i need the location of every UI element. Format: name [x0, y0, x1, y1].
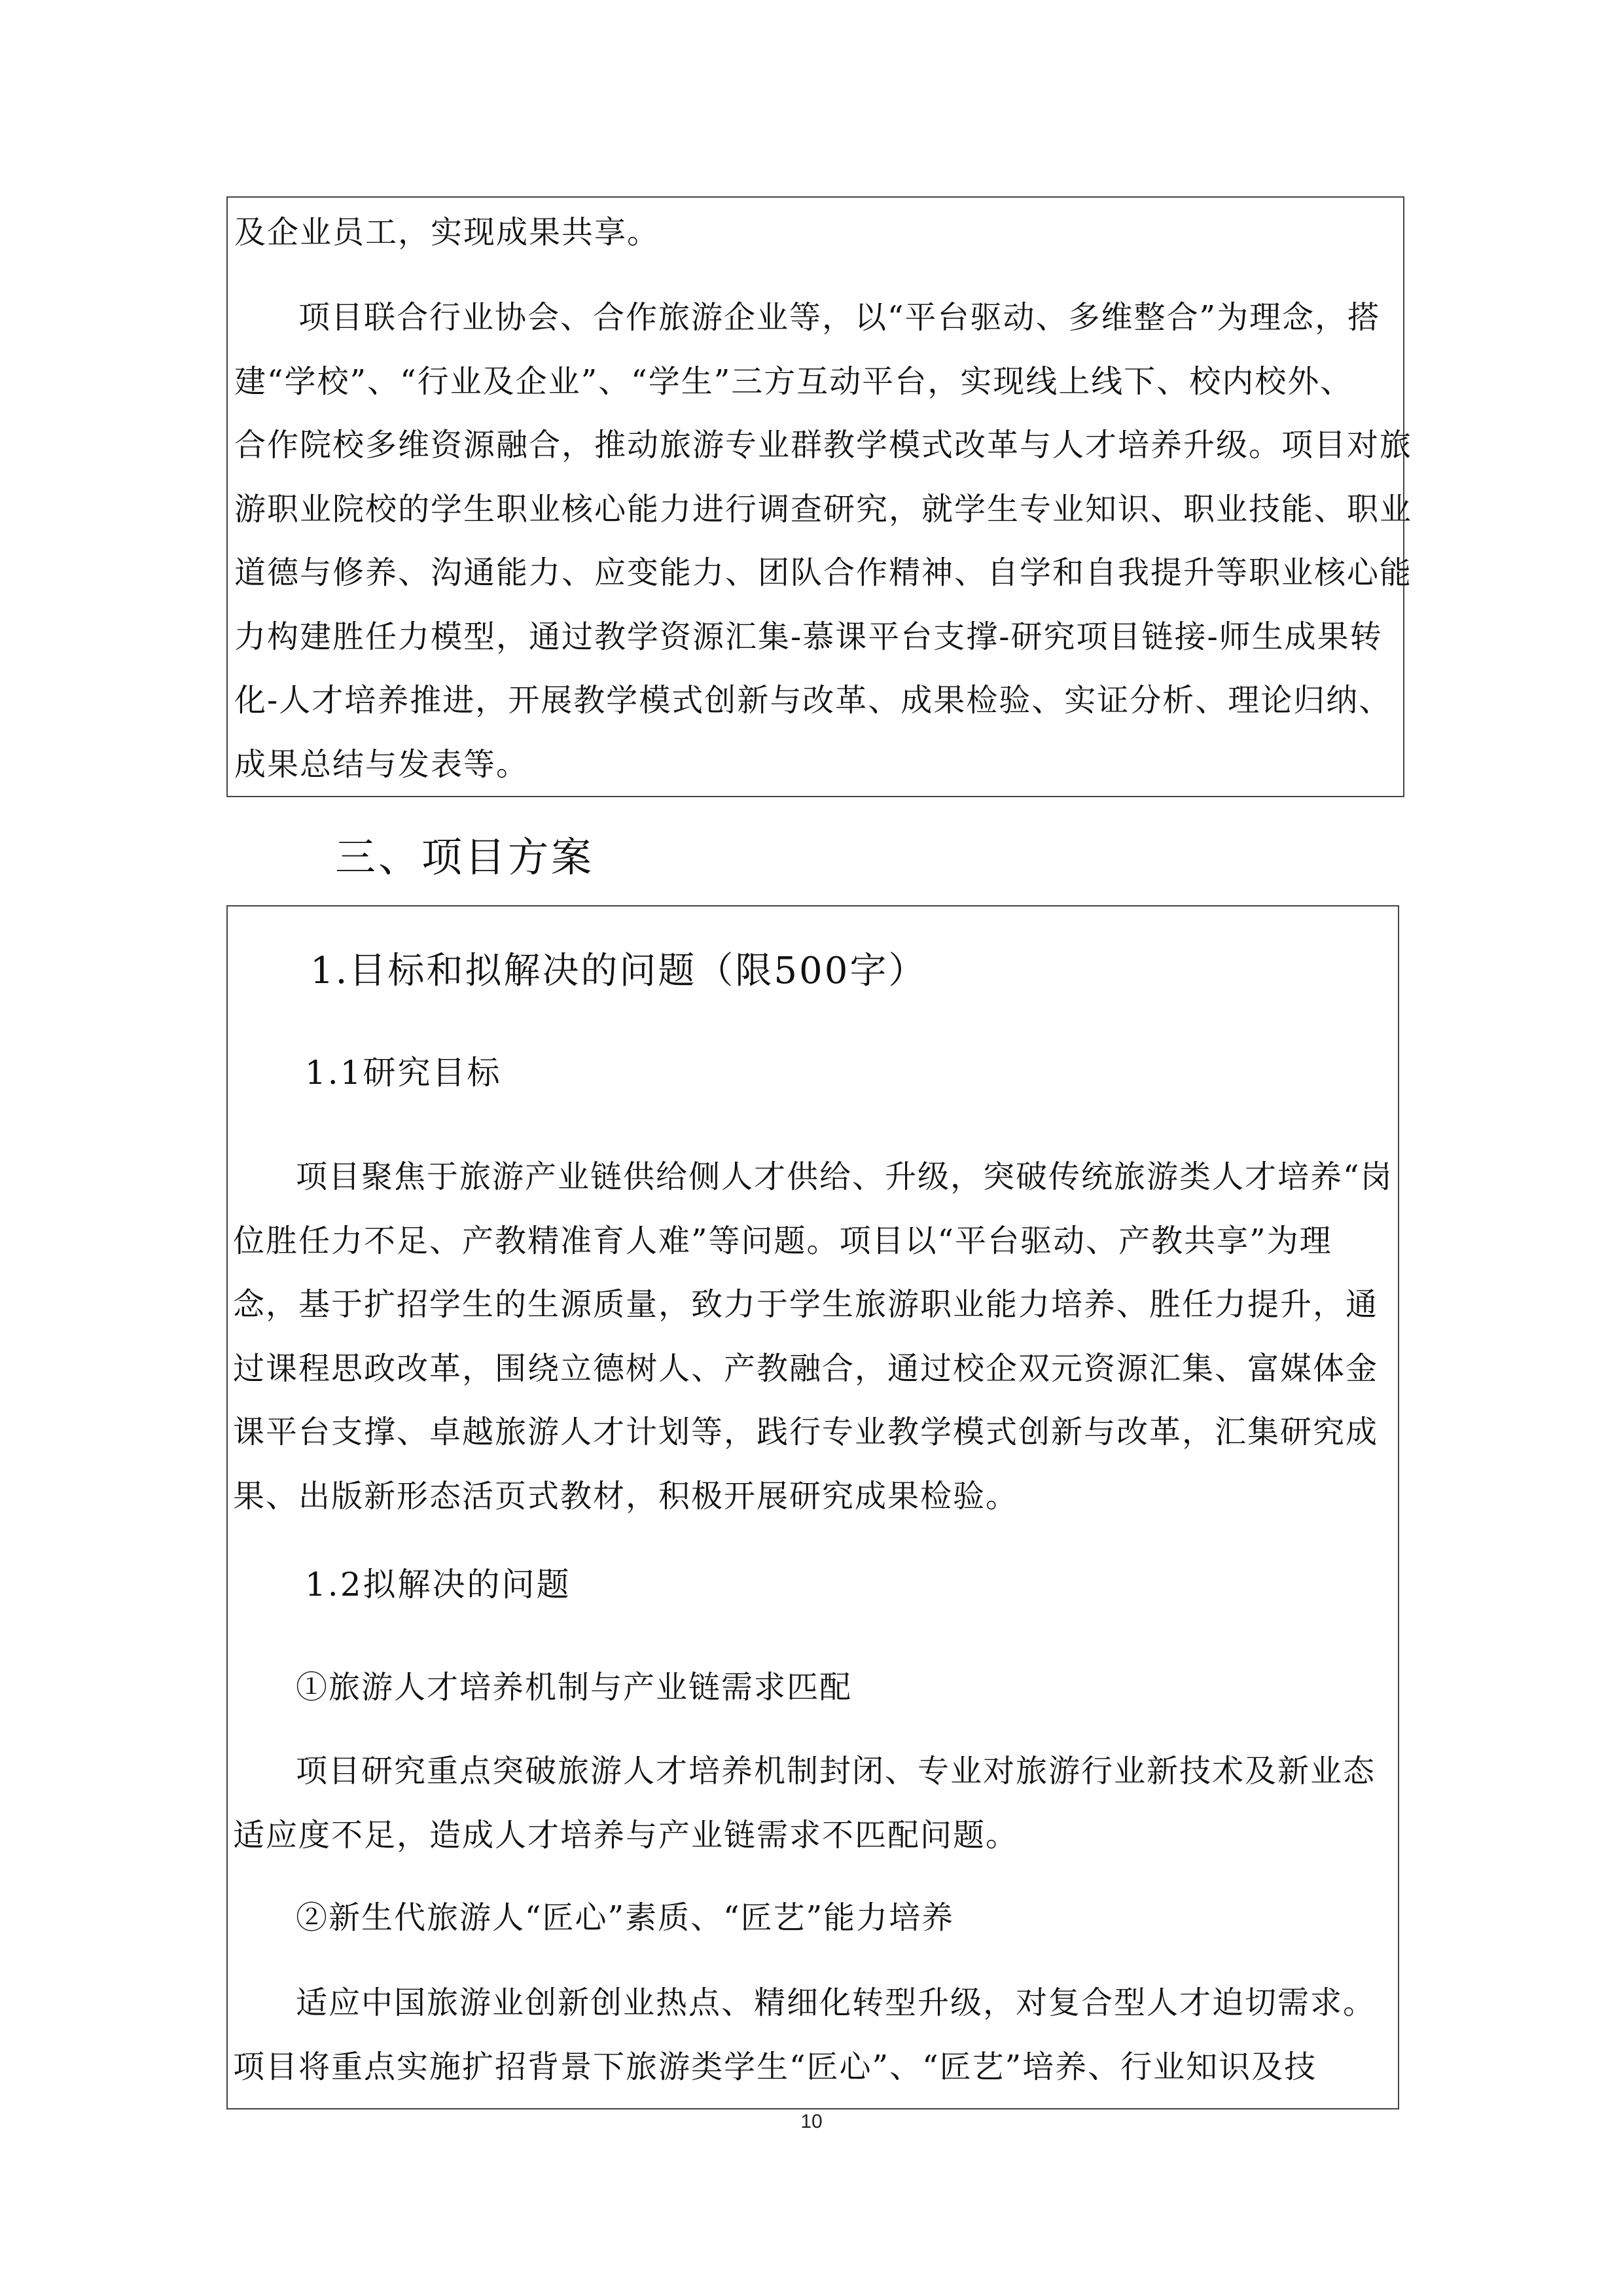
paragraph-line: 成果总结与发表等。 [234, 746, 529, 783]
page-number: 10 [800, 2111, 823, 2132]
paragraph-line: 项目联合行业协会、合作旅游企业等，以“平台驱动、多维整合”为理念，搭 [298, 299, 1381, 336]
paragraph-line: 合作院校多维资源融合，推动旅游专业群教学模式改革与人才培养升级。项目对旅 [234, 427, 1413, 463]
section-title: 三、项目方案 [335, 833, 595, 881]
paragraph-line: 力构建胜任力模型，通过教学资源汇集-慕课平台支撑-研究项目链接-师生成果转 [234, 619, 1383, 655]
paragraph-line: 游职业院校的学生职业核心能力进行调查研究，就学生专业知识、职业技能、职业 [234, 491, 1413, 528]
paragraph-line: 化-人才培养推进，开展教学模式创新与改革、成果检验、实证分析、理论归纳、 [234, 682, 1392, 719]
subheading-problems: 1.2拟解决的问题 [305, 1566, 571, 1604]
subheading-research-goal: 1.1研究目标 [305, 1054, 502, 1092]
paragraph-line: 适应中国旅游业创新创业热点、精细化转型升级，对复合型人才迫切需求。 [296, 1984, 1376, 2021]
paragraph-line: 项目聚焦于旅游产业链供给侧人才供给、升级，突破传统旅游类人才培养“岗 [296, 1158, 1393, 1195]
paragraph-line: 课平台支撑、卓越旅游人才计划等，践行专业教学模式创新与改革，汇集研究成 [233, 1414, 1379, 1450]
paragraph-line: 念，基于扩招学生的生源质量，致力于学生旅游职业能力培养、胜任力提升，通 [233, 1286, 1379, 1323]
problem-item-title: ①旅游人才培养机制与产业链需求匹配 [296, 1669, 853, 1706]
paragraph-line: 位胜任力不足、产教精准育人难”等问题。项目以“平台驱动、产教共享”为理 [233, 1223, 1332, 1259]
paragraph-line: 项目将重点实施扩招背景下旅游类学生“匠心”、“匠艺”培养、行业知识及技 [233, 2049, 1317, 2085]
paragraph-line: 适应度不足，造成人才培养与产业链需求不匹配问题。 [233, 1817, 1019, 1854]
heading-goals-problems: 1.目标和拟解决的问题（限500字） [310, 950, 927, 992]
paragraph-line: 道德与修养、沟通能力、应变能力、团队合作精神、自学和自我提升等职业核心能 [234, 554, 1413, 591]
paragraph-line: 果、出版新形态活页式教材，积极开展研究成果检验。 [233, 1478, 1019, 1515]
paragraph-line: 项目研究重点突破旅游人才培养机制封闭、专业对旅游行业新技术及新业态 [296, 1753, 1376, 1789]
problem-item-title: ②新生代旅游人“匠心”素质、“匠艺”能力培养 [296, 1899, 955, 1936]
paragraph-line: 过课程思政改革，围绕立德树人、产教融合，通过校企双元资源汇集、富媒体金 [233, 1350, 1379, 1387]
paragraph-line: 建“学校”、“行业及企业”、“学生”三方互动平台，实现线上线下、校内校外、 [234, 363, 1353, 400]
paragraph-line: 及企业员工，实现成果共享。 [234, 214, 660, 251]
